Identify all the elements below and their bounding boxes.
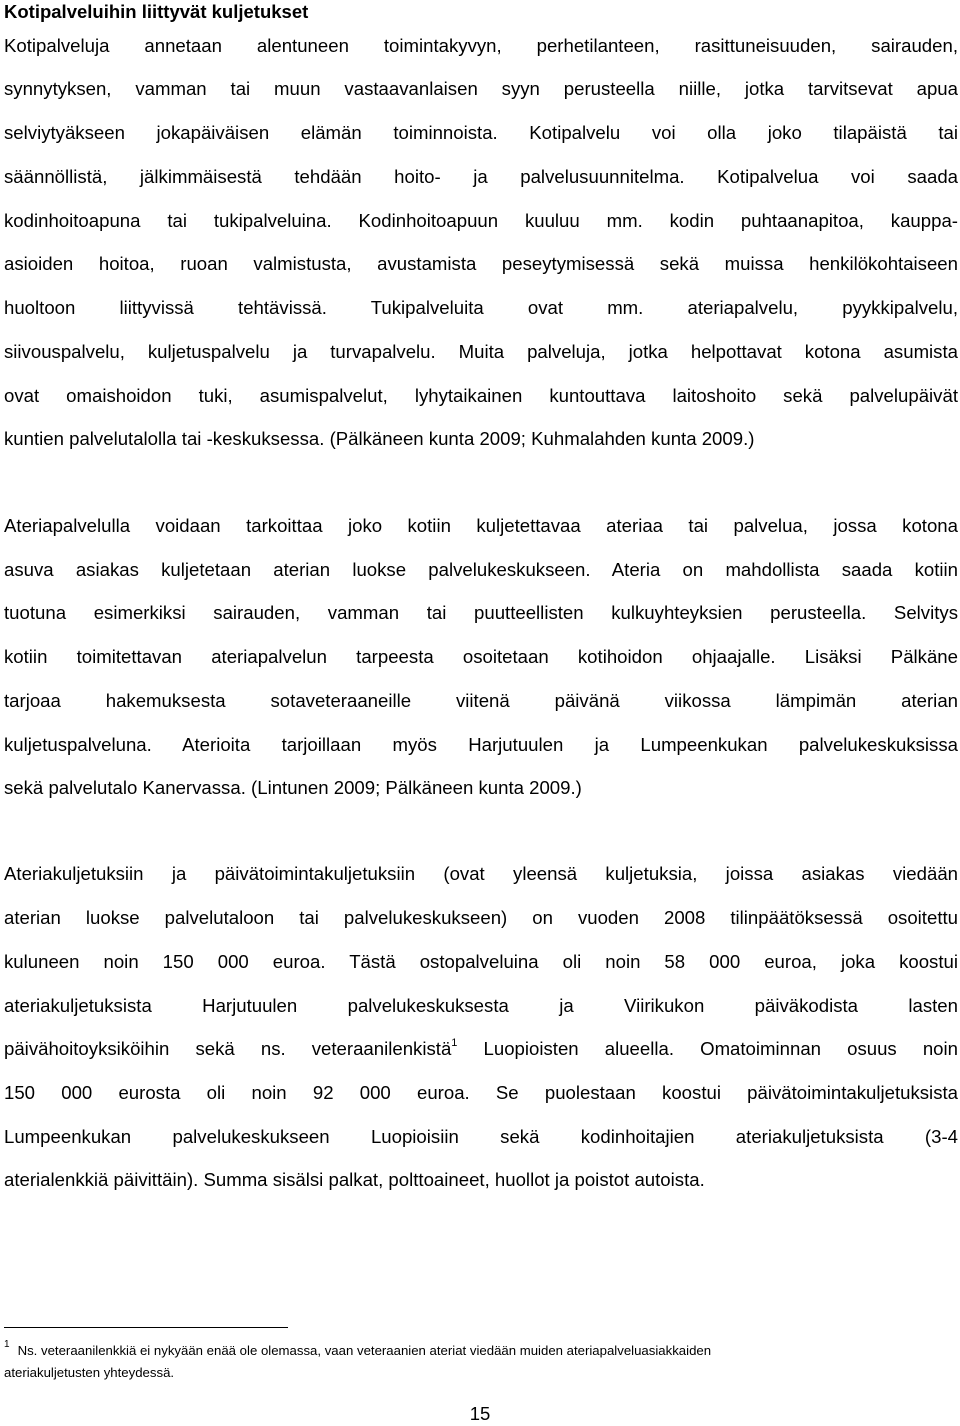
paragraph-1-line: synnytyksen, vamman tai muun vastaavanlaisen syyn perusteella niille, jotka tarvitsevat apua <box>4 78 958 99</box>
page-number: 15 <box>469 1403 491 1424</box>
paragraph-3-line: Lumpeenkukan palvelukeskukseen Luopioisiin sekä kodinhoitajien ateriakuljetuksista (3-4 <box>4 1126 958 1147</box>
paragraph-3-line: 150 000 eurosta oli noin 92 000 euroa. Se puolestaan koostui päivätoimintakuljetuksista <box>4 1082 958 1103</box>
paragraph-2-line: tarjoaa hakemuksesta sotaveteraaneille viitenä päivänä viikossa lämpimän aterian <box>4 690 958 711</box>
line-text-start: päivähoitoyksiköihin sekä ns. veteraanilenkistä <box>4 1038 452 1059</box>
footnote-number: 1 <box>4 1339 10 1350</box>
paragraph-2-line: kotiin toimitettavan ateriapalvelun tarpeesta osoitetaan kotihoidon ohjaajalle. Lisäksi Pälkäne <box>4 646 958 667</box>
paragraph-1-line: Kotipalveluja annetaan alentuneen toimintakyvyn, perhetilanteen, rasittuneisuuden, sairauden, <box>4 35 958 56</box>
line-text-end: Luopioisten alueella. Omatoiminnan osuus noin <box>457 1038 958 1059</box>
paragraph-3-line: kuluneen noin 150 000 euroa. Tästä ostopalveluina oli noin 58 000 euroa, joka koostui <box>4 951 958 972</box>
paragraph-1-line: siivouspalvelu, kuljetuspalvelu ja turvapalvelu. Muita palveluja, jotka helpottavat kotona asumista <box>4 341 958 362</box>
paragraph-2-line: asuva asiakas kuljetetaan aterian luokse palvelukeskukseen. Ateria on mahdollista saada kotiin <box>4 559 958 580</box>
paragraph-1-line: huoltoon liittyvissä tehtävissä. Tukipalveluita ovat mm. ateriapalvelu, pyykkipalvelu, <box>4 297 958 318</box>
paragraph-2-line: tuotuna esimerkiksi sairauden, vamman tai puutteellisten kulkuyhteyksien perusteella. Selvitys <box>4 602 958 623</box>
paragraph-1-line: säännöllistä, jälkimmäisestä tehdään hoito- ja palvelusuunnitelma. Kotipalvelua voi saada <box>4 166 958 187</box>
paragraph-2-line: Ateriapalvelulla voidaan tarkoittaa joko kotiin kuljetettavaa ateriaa tai palvelua, jossa kotona <box>4 515 958 536</box>
paragraph-2-line: sekä palvelutalo Kanervassa. (Lintunen 2009; Pälkäneen kunta 2009.) <box>4 777 582 798</box>
paragraph-1-line: asioiden hoitoa, ruoan valmistusta, avustamista peseytymisessä sekä muissa henkilökohtaiseen <box>4 253 958 274</box>
footnote-separator <box>4 1327 288 1328</box>
section-heading: Kotipalveluihin liittyvät kuljetukset <box>4 1 309 22</box>
paragraph-3-line: Ateriakuljetuksiin ja päivätoimintakuljetuksiin (ovat yleensä kuljetuksia, joissa asiakas viedään <box>4 863 958 884</box>
paragraph-3-line: aterian luokse palvelutaloon tai palvelukeskukseen) on vuoden 2008 tilinpäätöksessä osoitettu <box>4 907 958 928</box>
paragraph-1-line: ovat omaishoidon tuki, asumispalvelut, lyhytaikainen kuntouttava laitoshoito sekä palvelupäivät <box>4 385 958 406</box>
paragraph-1-line: selviytyäkseen jokapäiväisen elämän toiminnoista. Kotipalvelu voi olla joko tilapäistä tai <box>4 122 958 143</box>
paragraph-1-line: kodinhoitoapuna tai tukipalveluina. Kodinhoitoapuun kuuluu mm. kodin puhtaanapitoa, kauppa- <box>4 210 958 231</box>
paragraph-3-line: aterialenkkiä päivittäin). Summa sisälsi palkat, polttoaineet, huollot ja poistot autoista. <box>4 1169 705 1190</box>
paragraph-2-line: kuljetuspalveluna. Aterioita tarjoillaan myös Harjutuulen ja Lumpeenkukan palvelukeskuksissa <box>4 734 958 755</box>
footnote-line: ateriakuljetusten yhteydessä. <box>4 1365 175 1380</box>
paragraph-3-line-with-footnote <box>4 1037 958 1061</box>
footnote-text: Ns. veteraanilenkkiä ei nykyään enää ole olemassa, vaan veteraanien ateriat viedään muiden ateriapalveluasiakkaiden <box>17 1343 712 1358</box>
paragraph-3-line: ateriakuljetuksista Harjutuulen palvelukeskuksesta ja Viirikukon päiväkodista lasten <box>4 995 958 1016</box>
footnote-line <box>4 1339 712 1360</box>
paragraph-1-line: kuntien palvelutalolla tai -keskuksessa. (Pälkäneen kunta 2009; Kuhmalahden kunta 2009.) <box>4 428 755 449</box>
footnote-reference[interactable]: 1 <box>451 1037 458 1049</box>
